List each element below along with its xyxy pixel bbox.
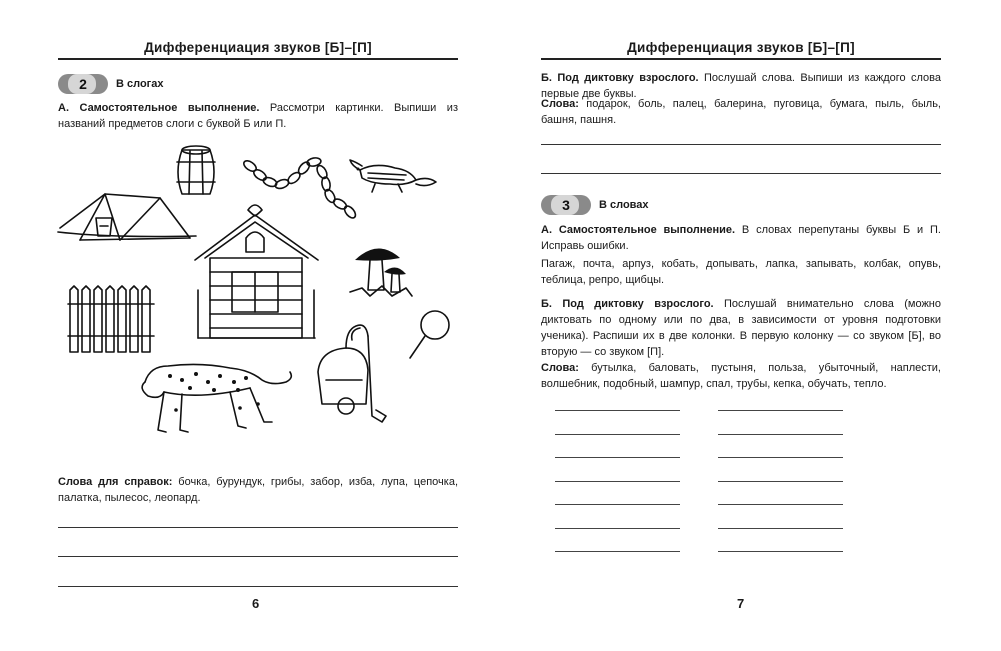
leopard-picture (142, 364, 291, 432)
section-3-title: В словах (599, 199, 649, 211)
left-reference-words-text: бочка, бурундук, грибы, забор, изба, лупа, цепочка, палатка, пылесос, леопард. (58, 476, 458, 504)
magnifier-picture (410, 311, 449, 358)
column-p-line-7[interactable] (718, 551, 843, 552)
right-task-a-text: В словах перепутаны буквы Б и П. Исправь ошибки. (541, 224, 941, 252)
right-task-a (541, 222, 941, 254)
left-answer-line-3[interactable] (58, 586, 458, 587)
vacuum-cleaner-picture (318, 325, 386, 422)
left-page-number: 6 (252, 596, 260, 611)
right-words-1 (541, 96, 941, 128)
right-page-header: Дифференциация звуков [Б]–[П] (627, 40, 855, 55)
column-b-line-3[interactable] (555, 457, 680, 458)
right-task-b1-label: Б. Под диктовку взрослого. (541, 72, 699, 84)
right-header-rule (541, 58, 941, 60)
left-answer-line-2[interactable] (58, 556, 458, 557)
column-b-line-4[interactable] (555, 481, 680, 482)
column-b-line-7[interactable] (555, 551, 680, 552)
left-reference-words-label: Слова для справок: (58, 476, 173, 488)
tent-picture (58, 194, 196, 240)
left-task-a-text: Рассмотри картинки. Выпиши из названий предметов слоги с буквой Б или П. (58, 102, 458, 130)
left-task-a (58, 100, 458, 132)
right-words-2-label: Слова: (541, 362, 579, 374)
right-words-2 (541, 360, 941, 392)
right-task-b1-text: Послушай слова. Выпиши из каждого слова первые две буквы. (541, 72, 942, 100)
column-p-line-4[interactable] (718, 481, 843, 482)
right-page (501, 0, 1001, 651)
section-2-heading (58, 74, 164, 94)
fence-picture (68, 286, 154, 352)
section-3-heading (541, 195, 649, 215)
right-answer-line-1[interactable] (541, 144, 941, 145)
right-words-1-text: подарок, боль, палец, балерина, пуговица, бумага, пыль, быль, башня, пашня. (541, 98, 941, 126)
column-b-line-6[interactable] (555, 528, 680, 529)
mushroom-picture (350, 248, 412, 296)
left-task-a-label: А. Самостоятельное выполнение. (58, 102, 260, 114)
left-reference-words (58, 474, 458, 506)
right-answer-line-2[interactable] (541, 173, 941, 174)
section-2-number: 2 (79, 76, 87, 92)
column-p-line-3[interactable] (718, 457, 843, 458)
right-task-b2 (541, 296, 941, 360)
left-page-header: Дифференциация звуков [Б]–[П] (144, 40, 372, 55)
column-b-line-1[interactable] (555, 410, 680, 411)
column-b-line-5[interactable] (555, 504, 680, 505)
chain-picture (242, 157, 358, 220)
left-header-rule (58, 58, 458, 60)
right-page-number: 7 (737, 596, 745, 611)
column-p-line-2[interactable] (718, 434, 843, 435)
column-p-line-6[interactable] (718, 528, 843, 529)
column-b-line-2[interactable] (555, 434, 680, 435)
left-answer-line-1[interactable] (58, 527, 458, 528)
barrel-picture (177, 146, 215, 194)
left-page (0, 0, 500, 651)
section-2-badge (58, 74, 108, 94)
right-words-1-label: Слова: (541, 98, 579, 110)
right-mixed-words: Пагаж, почта, арпуз, кобать, допывать, лапка, запывать, колбак, опувь, теблица, репро, щибцы. (541, 258, 941, 286)
right-task-a-label: А. Самостоятельное выполнение. (541, 224, 736, 236)
column-p-line-5[interactable] (718, 504, 843, 505)
right-task-b2-label: Б. Под диктовку взрослого. (541, 298, 714, 310)
hut-picture (195, 205, 318, 338)
column-p-line-1[interactable] (718, 410, 843, 411)
task-pictures (50, 140, 460, 460)
right-words-2-text: бутылка, баловать, пустыня, польза, убыточный, наплести, волшебник, подобный, шампур, спал, трубы, кепка, обучать, тепло. (541, 362, 941, 390)
section-3-badge (541, 195, 591, 215)
section-2-title: В слогах (116, 78, 164, 90)
chipmunk-picture (350, 160, 436, 192)
section-3-number: 3 (562, 197, 570, 213)
right-task-b2-text: Послушай внимательно слова (можно диктовать по одному или по два, в зависимости от уровня подготовки ученика). Распиши их в две колонки. В первую колонку — со звуком [Б], во вторую — со звуком [П]. (541, 298, 941, 358)
